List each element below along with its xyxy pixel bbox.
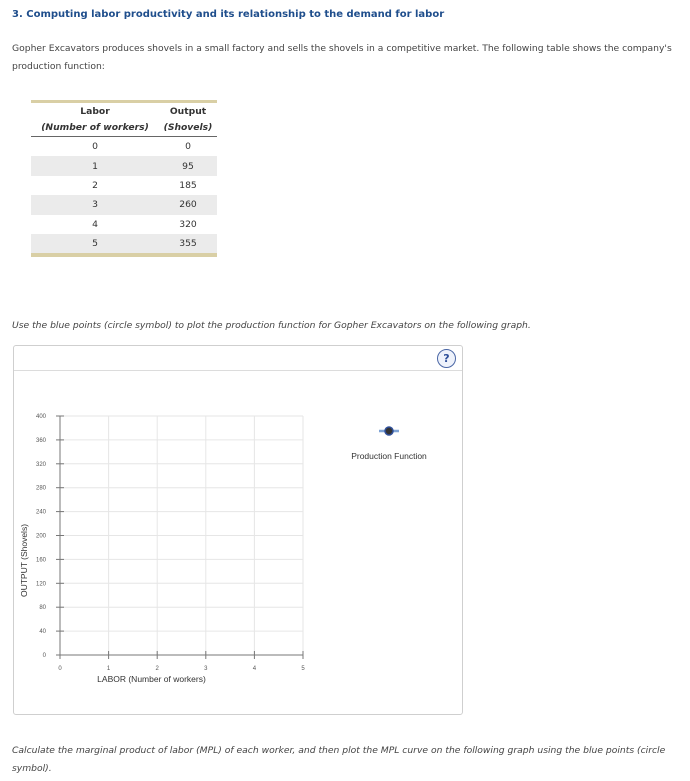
y-tick-label: 360 (35, 437, 46, 444)
labor-cell: 4 (92, 218, 98, 230)
labor-cell: 5 (31, 234, 159, 253)
y-tick-label: 120 (35, 581, 46, 588)
x-tick-label: 1 (106, 666, 111, 672)
y-tick-label: 400 (35, 414, 46, 420)
intro-text: Gopher Excavators produces shovels in a small factory and sells the shovels in a competitive market. The following table shows the company's production function: (12, 43, 672, 72)
graph-panel[interactable] (13, 345, 463, 715)
col-labor-title: Labor (80, 105, 110, 117)
y-axis-label: OUTPUT (Shovels) (19, 523, 29, 598)
mpl-instruction: Calculate the marginal product of labor (MPL) of each worker, and then plot the MPL curve on the following graph using the blue points (circle symbol). (12, 745, 666, 774)
table-row (31, 137, 217, 157)
output-cell: 260 (159, 195, 217, 214)
col-output-title: Output (169, 105, 207, 117)
table-row (31, 195, 217, 214)
help-button[interactable]: ? (437, 349, 456, 368)
col-output-subtitle: (Shovels) (159, 119, 217, 137)
output-cell: 355 (159, 234, 217, 253)
legend-label: Production Function (351, 451, 427, 461)
output-cell: 185 (179, 179, 197, 191)
output-cell: 320 (179, 218, 197, 230)
y-tick-label: 280 (35, 485, 46, 492)
output-cell: 0 (185, 141, 191, 153)
y-tick-label: 160 (35, 557, 46, 564)
table-row (31, 176, 217, 195)
x-tick-label: 3 (204, 666, 208, 672)
labor-cell: 2 (92, 179, 98, 191)
x-tick-label: 5 (301, 666, 305, 672)
x-tick-label: 2 (155, 666, 159, 672)
x-tick-label: 4 (252, 666, 257, 672)
output-cell: 95 (159, 156, 217, 175)
plot-instruction: Use the blue points (circle symbol) to plot the production function for Gopher Excavators on the following graph. (12, 320, 531, 331)
table-row (31, 215, 217, 234)
y-tick-label: 320 (35, 461, 46, 468)
y-tick-label: 200 (35, 533, 46, 540)
table-row (31, 234, 217, 253)
y-tick-label: 80 (39, 605, 46, 612)
x-axis-label: LABOR (Number of workers) (97, 674, 206, 684)
legend-point-icon[interactable] (385, 427, 393, 435)
labor-cell: 0 (92, 141, 98, 153)
production-function-chart[interactable] (14, 346, 462, 714)
labor-cell: 1 (31, 156, 159, 175)
col-labor-subtitle: (Number of workers) (31, 119, 159, 137)
production-table (31, 100, 217, 257)
labor-cell: 3 (31, 195, 159, 214)
x-tick-label: 0 (58, 666, 62, 672)
y-tick-label: 40 (39, 629, 46, 636)
table-row (31, 156, 217, 175)
y-tick-label: 240 (35, 509, 46, 516)
y-tick-label: 0 (42, 653, 46, 659)
question-heading: 3. Computing labor productivity and its relationship to the demand for labor (12, 9, 445, 20)
